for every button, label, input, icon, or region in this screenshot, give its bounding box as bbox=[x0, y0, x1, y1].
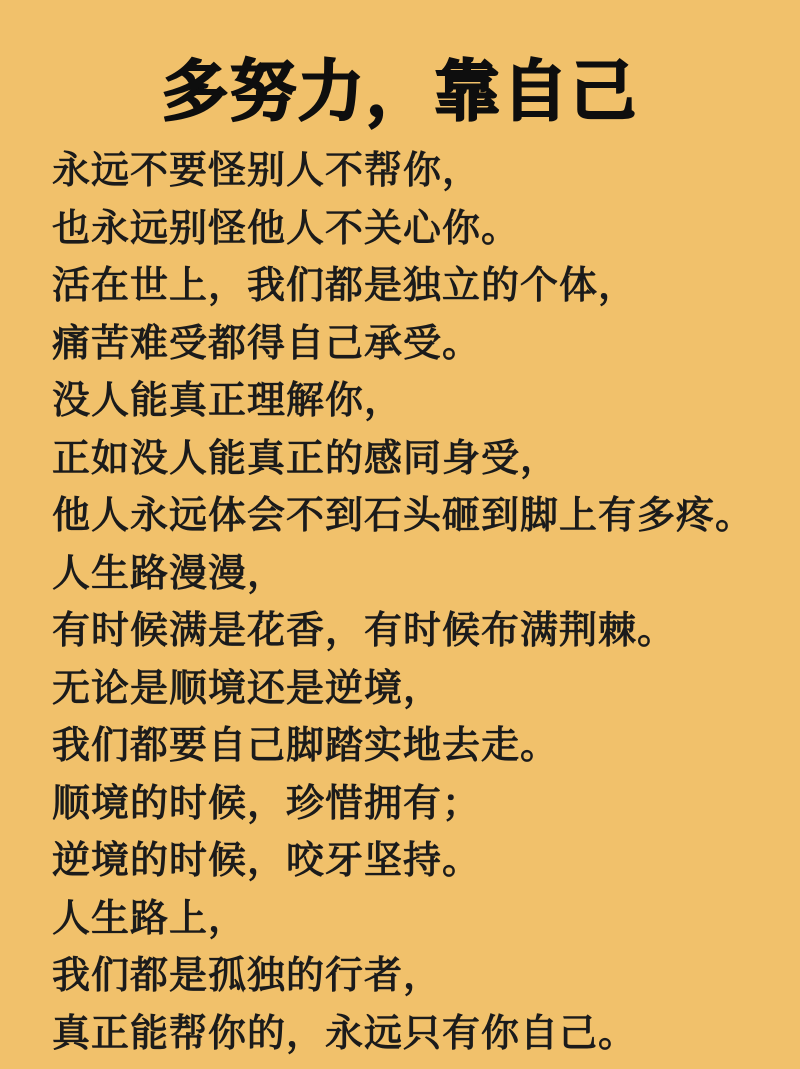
poster-body bbox=[52, 138, 776, 1058]
text-line: 他人永远体会不到石头砸到脚上有多疼。 bbox=[52, 495, 755, 538]
text-line: 真正能帮你的，永远只有你自己。 bbox=[52, 1012, 638, 1055]
text-line: 也永远别怪他人不关心你。 bbox=[52, 207, 521, 250]
text-line: 没人能真正理解你， bbox=[52, 380, 404, 423]
text-line: 逆境的时候，咬牙坚持。 bbox=[52, 840, 482, 883]
text-line: 我们都是孤独的行者， bbox=[52, 955, 443, 998]
text-line: 活在世上，我们都是独立的个体， bbox=[52, 265, 638, 308]
text-line: 正如没人能真正的感同身受， bbox=[52, 437, 560, 480]
text-line: 有时候满是花香，有时候布满荆棘。 bbox=[52, 610, 677, 653]
poster-title: 多努力，靠自己 bbox=[162, 54, 638, 128]
text-line: 痛苦难受都得自己承受。 bbox=[52, 322, 482, 365]
text-line: 顺境的时候，珍惜拥有； bbox=[52, 782, 482, 825]
text-line: 人生路漫漫， bbox=[52, 552, 287, 595]
text-line: 人生路上， bbox=[52, 897, 248, 940]
text-line: 永远不要怪别人不帮你， bbox=[52, 150, 482, 193]
text-line: 我们都要自己脚踏实地去走。 bbox=[52, 725, 560, 768]
text-line: 无论是顺境还是逆境， bbox=[52, 667, 443, 710]
